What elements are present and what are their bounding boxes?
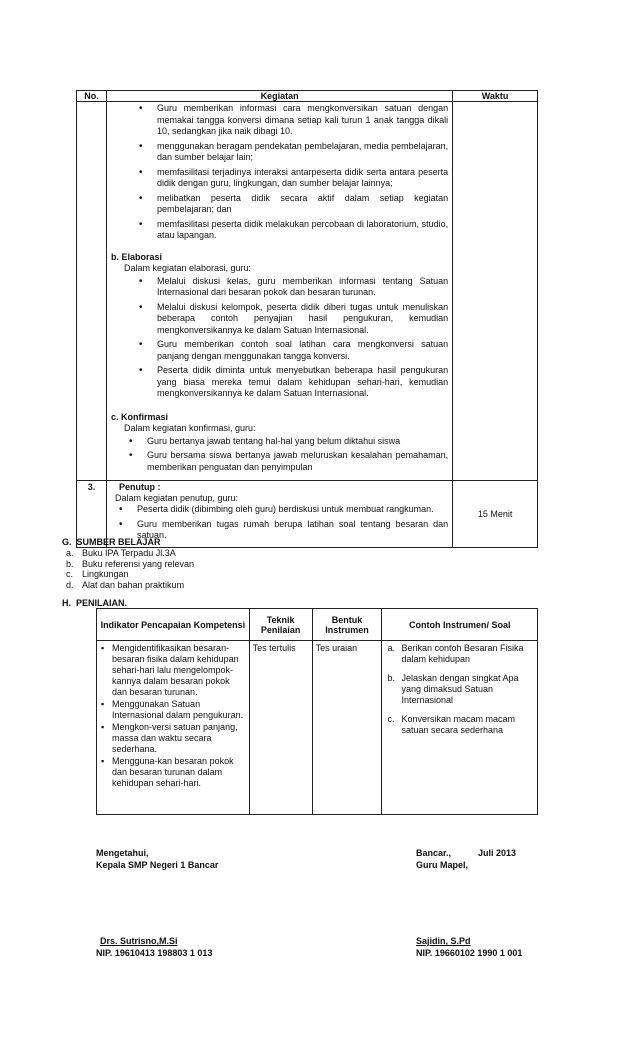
sign-right-line2: Guru Mapel, [416,860,469,870]
sign-right-place: Bancar., [416,848,452,858]
penilaian-table [96,608,538,815]
sign-right-name: Sajidin, S.Pd [416,936,471,946]
sign-left-line1: Mengetahui, [96,848,149,858]
list-item: • Guru memberikan contoh soal latihan cara mengkonversi satuan panjang dengan menggunakan tangga konversi. [129,339,448,362]
list-item: • menggunakan beragam pendekatan pembelajaran, media pembelajaran, dan sumber belajar lain; [129,141,448,164]
list-item: • Guru bertanya jawab tentang hal-hal yang belum diktahui siswa [119,436,448,448]
list-item: ▪ Menggunakan Satuan Internasional dalam pengukuran. [100,699,246,721]
list-item: • Guru memberikan tugas rumah berupa latihan soal tentang besaran dan satuan. [109,519,448,542]
sign-right-date: Juli 2013 [478,848,517,858]
penutup-waktu: 15 Menit [453,481,538,548]
sign-left-line2: Kepala SMP Negeri 1 Bancar [96,860,219,870]
list-item: • Peserta didik (dibimbing oleh guru) berdiskusi untuk membuat rangkuman. [109,504,448,516]
penutup-bullets [109,504,448,542]
list-item: d. Alat dan bahan praktikum [66,579,185,590]
inti-waktu-cell [453,102,538,481]
header-kegiatan: Kegiatan [106,91,452,102]
indikator-cell [97,641,250,815]
penutup-intro: Dalam kegiatan penutup, guru: [114,493,239,503]
penilaian-row [97,641,538,815]
list-item: • memfasilitasi peserta didik melakukan percobaan di laboratorium, studio, atau lapangan. [129,219,448,242]
bentuk-cell: Tes uraian [312,641,382,815]
penilaian-heading: H. PENILAIAN. [62,598,128,608]
sign-left-name: Drs. Sutrisno,M.Si [100,936,178,946]
penutup-no: 3. [77,481,107,548]
header-indikator: Indikator Pencapaian Kompetensi [97,609,250,641]
list-item: c. Konversikan macam macam satuan secara sederhana [387,714,515,735]
list-item: a. Buku IPA Terpadu Jl.3A [66,548,176,558]
penutup-title: Penutup : [118,482,161,492]
list-item: c. Lingkungan [66,569,129,579]
sign-left-nip: NIP. 19610413 198803 1 013 [96,948,213,958]
indikator-list [100,643,246,789]
contoh-cell [382,641,538,815]
list-item: ▪ Mengkon-versi satuan panjang, massa dan waktu secara sederhana. [100,722,246,755]
elaborasi-bullets [129,276,448,400]
list-item: • melibatkan peserta didik secara aktif dalam setiap kegiatan pembelajaran; dan [129,193,448,216]
kegiatan-header-row [77,91,538,102]
header-waktu: Waktu [453,91,538,102]
list-item: a. Berikan contoh Besaran Fisika dalam kehidupan [387,643,524,664]
list-item: • Guru bersama siswa bertanya jawab meluruskan kesalahan pemahaman, memberikan penguatan dan penyimpulan [119,450,448,473]
konfirmasi-bullets [119,436,448,474]
list-item: • memfasilitasi terjadinya interaksi antarpeserta didik serta antara peserta didik dengan guru, lingkungan, dan sumber belajar lainnya; [129,167,448,190]
list-item: • Melalui diskusi kelompok, peserta didik diberi tugas untuk menuliskan beberapa contoh penyajian hasil pengukuran, kemudian mengkonversikannya ke dalam Satuan Internasional. [129,302,448,337]
header-teknik: Teknik Penilaian [249,609,312,641]
header-bentuk: Bentuk Instrumen [312,609,382,641]
inti-kegiatan-cell [106,102,452,481]
sign-right-nip: NIP. 19660102 1990 1 001 [416,948,523,958]
list-item: • Guru memberikan informasi cara mengkonversikan satuan dengan memakai tangga konversi dimana setiap kali turun 1 anak tangga dikali 10, sedangkan jika naik dibagi 10. [129,103,448,138]
list-item: ▪ Mengidentifikasikan besaran-besaran fisika dalam kehidupan sehari-hari lalu mengelompok-kannya dalam besaran pokok dan besaran turunan. [100,643,246,698]
elaborasi-title: b. Elaborasi [110,251,162,262]
konfirmasi-title: c. Konfirmasi [110,411,168,422]
penilaian-header-row [97,609,538,641]
elaborasi-intro: Dalam kegiatan elaborasi, guru: [123,262,252,273]
header-contoh: Contoh Instrumen/ Soal [382,609,538,641]
list-item: b. Buku referensi yang relevan [66,558,195,569]
konfirmasi-intro: Dalam kegiatan konfirmasi, guru: [123,422,256,433]
teknik-cell: Tes tertulis [249,641,312,815]
sumber-heading: G. SUMBER BELAJAR [62,537,161,547]
kegiatan-inti-row [77,102,538,481]
list-item: • Melalui diskusi kelas, guru memberikan informasi tentang Satuan Internasional dari besaran pokok dan besaran turunan. [129,276,448,299]
inti-no-cell [77,102,107,481]
list-item: • Peserta didik diminta untuk menyebutkan beberapa hasil pengukuran yang biasa mereka temui dalam kehidupan sehari-hari, kemudian mengkonversikannya ke dalam Satuan Internasional. [129,365,448,400]
list-item: ▪ Mengguna-kan besaran pokok dan besaran turunan dalam kehidupan sehari-hari. [100,756,246,789]
kegiatan-table [76,90,538,548]
header-no: No. [77,91,107,102]
top-bullets [129,103,448,242]
sumber-list [66,548,194,590]
list-item: b. Jelaskan dengan singkat Apa yang dimaksud Satuan Internasional [387,673,519,705]
